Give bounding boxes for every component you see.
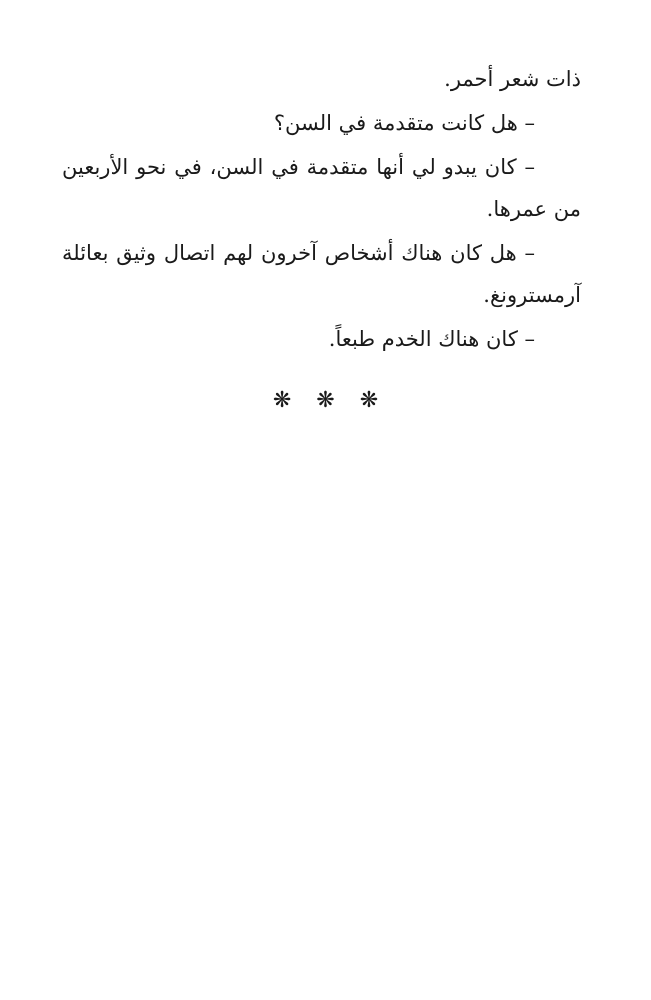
paragraph-answer-age: – كان يبدو لي أنها متقدمة في السن، في نحو الأربعين من عمرها. <box>62 155 581 221</box>
paragraph-red-hair: ذات شعر أحمر. <box>444 67 581 91</box>
separator-star: ❋ <box>359 388 379 413</box>
separator-star: ❋ <box>316 388 335 413</box>
page-body <box>62 58 581 362</box>
paragraph-question-contacts: – هل كان هناك أشخاص آخرون لهم اتصال وثيق بعائلة آرمسترونغ. <box>62 241 581 307</box>
paragraph-answer-servants: – كان هناك الخدم طبعاً. <box>328 327 535 351</box>
paragraph-question-age: – هل كانت متقدمة في السن؟ <box>273 111 535 135</box>
section-separator <box>0 388 651 413</box>
separator-star: ❋ <box>272 388 292 413</box>
